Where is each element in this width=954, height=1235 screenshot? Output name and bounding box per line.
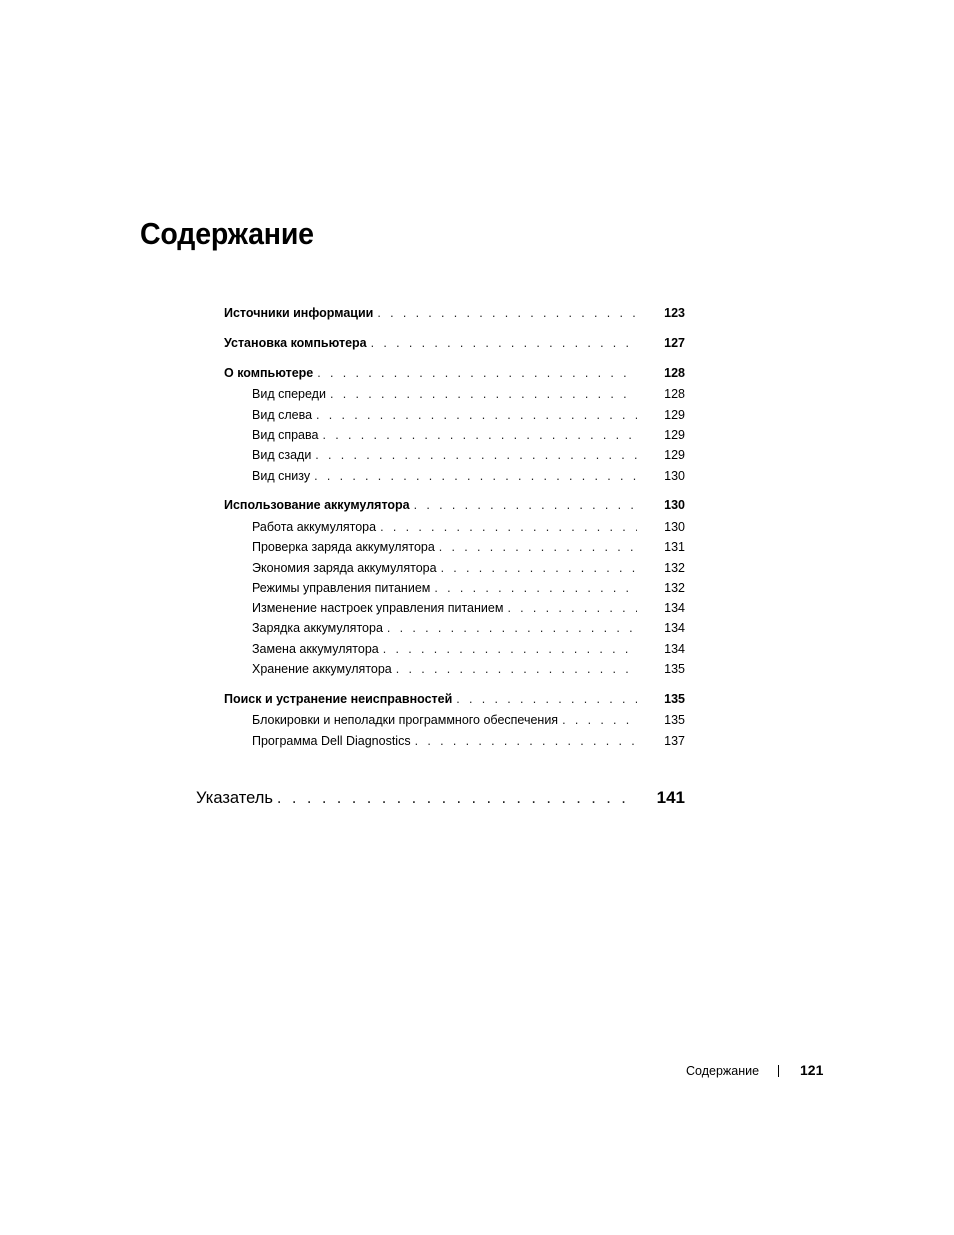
toc-subentry[interactable]: [252, 712, 685, 728]
toc-entry-title: Проверка заряда аккумулятора: [252, 540, 435, 554]
toc-subentry[interactable]: [252, 519, 685, 535]
dot-leader: [377, 305, 637, 321]
toc-entry-title: Блокировки и неполадки программного обеспечения: [252, 713, 559, 727]
dot-leader: [387, 620, 637, 636]
toc-subentry[interactable]: [252, 600, 685, 616]
toc-entry-page: 135: [664, 713, 685, 727]
toc-subentry[interactable]: [252, 580, 685, 596]
toc-entry-title: О компьютере: [224, 366, 314, 380]
toc-entry-title: Указатель: [196, 789, 273, 807]
toc-entry-page: 137: [664, 734, 685, 748]
dot-leader: [315, 447, 637, 463]
dot-leader: [330, 386, 637, 402]
dot-leader: [322, 427, 637, 443]
toc-entry-title: Замена аккумулятора: [252, 642, 379, 656]
page-title: Содержание: [140, 216, 314, 251]
dot-leader: [507, 600, 637, 616]
toc-entry-title: Источники информации: [224, 306, 374, 320]
dot-leader: [316, 407, 637, 423]
toc-entry[interactable]: [224, 691, 685, 707]
page-footer: [0, 1062, 954, 1082]
toc-entry-title: Работа аккумулятора: [252, 520, 377, 534]
toc-entry-title: Вид спереди: [252, 387, 326, 401]
toc-entry-title: Изменение настроек управления питанием: [252, 601, 504, 615]
toc-entry-page: 130: [664, 498, 685, 512]
toc-entry-title: Вид слева: [252, 408, 313, 422]
toc-entry-page: 141: [656, 788, 685, 807]
dot-leader: [317, 365, 637, 381]
toc-subentry[interactable]: [252, 468, 685, 484]
toc-entry[interactable]: [224, 365, 685, 381]
dot-leader: [277, 788, 637, 808]
toc-subentry[interactable]: [252, 733, 685, 749]
toc-entry-page: 123: [664, 306, 685, 320]
dot-leader: [396, 661, 637, 677]
toc-subentry[interactable]: [252, 427, 685, 443]
toc-subentry[interactable]: [252, 620, 685, 636]
dot-leader: [314, 468, 637, 484]
toc-subentry[interactable]: [252, 560, 685, 576]
toc-subentry[interactable]: [252, 447, 685, 463]
dot-leader: [371, 335, 637, 351]
toc-entry-page: 130: [664, 469, 685, 483]
toc-entry-page: 128: [664, 387, 685, 401]
toc-entry-page: 127: [664, 336, 685, 350]
toc-entry-page: 129: [664, 448, 685, 462]
toc-subentry[interactable]: [252, 407, 685, 423]
toc-subentry[interactable]: [252, 386, 685, 402]
toc-entry-page: 134: [664, 601, 685, 615]
toc-entry[interactable]: [224, 305, 685, 321]
toc-entry-title: Вид справа: [252, 428, 319, 442]
toc-entry-page: 129: [664, 428, 685, 442]
toc-entry[interactable]: [224, 497, 685, 513]
toc-entry-title: Режимы управления питанием: [252, 581, 431, 595]
dot-leader: [456, 691, 637, 707]
dot-leader: [380, 519, 637, 535]
toc-entry-page: 132: [664, 561, 685, 575]
toc-subentry[interactable]: [252, 641, 685, 657]
toc-entry-title: Вид снизу: [252, 469, 311, 483]
dot-leader: [562, 712, 637, 728]
dot-leader: [434, 580, 637, 596]
footer-section-label: Содержание: [686, 1064, 760, 1078]
toc-entry-page: 134: [664, 621, 685, 635]
toc-entry-title: Экономия заряда аккумулятора: [252, 561, 437, 575]
footer-page-number: 121: [800, 1062, 824, 1078]
toc-entry-page: 128: [664, 366, 685, 380]
dot-leader: [414, 497, 637, 513]
toc-entry-title: Зарядка аккумулятора: [252, 621, 383, 635]
toc-entry-title: Поиск и устранение неисправностей: [224, 692, 453, 706]
toc-entry-page: 135: [664, 692, 685, 706]
dot-leader: [441, 560, 637, 576]
toc-entry-page: 132: [664, 581, 685, 595]
toc-subentry[interactable]: [252, 661, 685, 677]
toc-entry-page: 131: [664, 540, 685, 554]
toc-entry-page: 130: [664, 520, 685, 534]
toc-index-entry[interactable]: [196, 788, 685, 808]
dot-leader: [383, 641, 637, 657]
toc-entry-title: Использование аккумулятора: [224, 498, 410, 512]
toc-entry-page: 134: [664, 642, 685, 656]
toc-entry-title: Установка компьютера: [224, 336, 367, 350]
footer-divider: [778, 1065, 779, 1077]
toc-entry-title: Программа Dell Diagnostics: [252, 734, 411, 748]
toc-entry-title: Хранение аккумулятора: [252, 662, 392, 676]
toc-entry-title: Вид сзади: [252, 448, 312, 462]
dot-leader: [415, 733, 637, 749]
toc-entry[interactable]: [224, 335, 685, 351]
dot-leader: [439, 539, 637, 555]
toc-entry-page: 135: [664, 662, 685, 676]
toc-entry-page: 129: [664, 408, 685, 422]
toc-subentry[interactable]: [252, 539, 685, 555]
